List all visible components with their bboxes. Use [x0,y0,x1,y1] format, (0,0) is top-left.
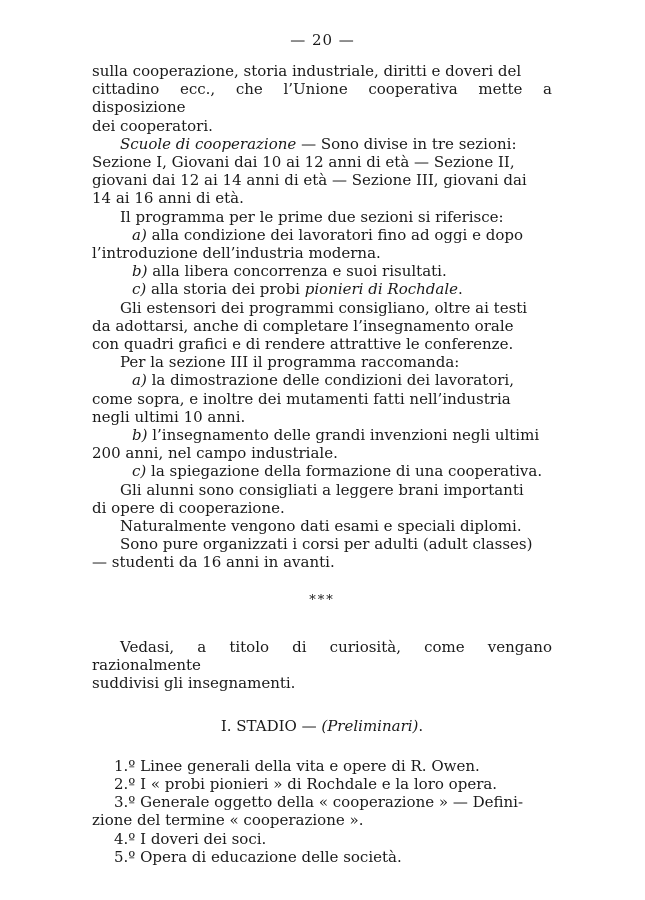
text-line: — studenti da 16 anni in avanti. [92,553,335,572]
item-letter: c) [132,280,147,299]
esami-paragraph: Naturalmente vengono dati esami e speciali diplomi. [120,517,522,536]
text-line: la dimostrazione delle condizioni dei lavoratori, [146,371,514,390]
text-line: con quadri grafici e di rendere attrattive le conferenze. [92,335,514,354]
item-letter: c) [132,462,147,481]
text-line: da adottarsi, anche di completare l’insegnamento orale [92,316,514,335]
item-letter: b) [132,426,148,445]
text-line: 200 anni, nel campo industriale. [92,444,338,463]
section-separator: *** [309,592,335,608]
list-item: 5.º Opera di educazione delle società. [114,847,402,866]
sezione3-item-a [92,371,552,426]
text-line: l’insegnamento delle grandi invenzioni negli ultimi [147,426,540,445]
page-body [92,62,552,866]
text-line: 14 ai 16 anni di età. [92,189,244,208]
text-line: Gli alunni sono consigliati a leggere brani importanti [120,480,524,499]
stadio-list [92,757,552,866]
text-line: Gli estensori dei programmi consigliano, oltre ai testi [120,298,528,317]
text-line: sulla cooperazione, storia industriale, diritti e doveri del [92,62,522,80]
intro-paragraph [92,62,552,135]
list-item: 4.º I doveri dei soci. [114,829,267,848]
page-number: — 20 — [290,31,355,49]
list-item: 1.º Linee generali della vita e opere di R. Owen. [114,756,480,775]
item-letter: a) [132,371,147,390]
vedasi-paragraph [92,638,552,693]
punctuation: . [418,716,424,735]
scuole-heading: Scuole di cooperazione [120,134,297,153]
estensori-paragraph [92,299,552,354]
text-line: dei cooperatori. [92,116,213,135]
sezione3-item-c [92,462,552,480]
stadio-italic: (Preliminari) [321,716,419,735]
text-line: cittadino ecc., che l’Unione cooperativa mette a disposizione [92,80,552,117]
programma-item-a [92,226,552,262]
text-line: suddivisi gli insegnamenti. [92,674,296,693]
text-line: Sono pure organizzati i corsi per adulti (adult classes) [120,535,533,554]
adulti-paragraph [92,535,552,571]
text-line: la spiegazione della formazione di una cooperativa. [146,462,543,481]
programma-item-b [92,262,552,280]
text-line: negli ultimi 10 anni. [92,407,246,426]
programma-intro: Il programma per le prime due sezioni si riferisce: [120,207,504,226]
text-line: alla libera concorrenza e suoi risultati. [147,262,447,281]
text-line: Vedasi, a titolo di curiosità, come vengano razionalmente [92,637,552,675]
sezione3-intro: Per la sezione III il programma raccomanda: [120,353,460,372]
list-item: 2.º I « probi pionieri » di Rochdale e la loro opera. [114,774,498,793]
stadio-label: I. STADIO — [220,716,322,735]
text-line: di opere di cooperazione. [92,498,285,517]
text-line: alla condizione dei lavoratori fino ad oggi e dopo [146,225,524,244]
list-item: 3.º Generale oggetto della « cooperazione » — Defini- [114,793,524,812]
text-line: alla storia dei probi [146,280,305,299]
item-letter: b) [132,262,148,281]
programma-item-c [92,280,552,298]
alunni-paragraph [92,481,552,517]
stadio-heading [92,717,552,735]
text-line: Sezione I, Giovani dai 10 ai 12 anni di età — Sezione II, [92,153,515,172]
item-letter: a) [132,225,147,244]
sezione3-item-b [92,426,552,462]
text-line: l’introduzione dell’industria moderna. [92,244,381,263]
punctuation: . [458,280,463,299]
rochdale-italic: pionieri di Rochdale [304,280,459,299]
list-item-continuation: zione del termine « cooperazione ». [92,811,364,830]
text-line: come sopra, e inoltre dei mutamenti fatti nell’industria [92,389,511,408]
scuole-paragraph [92,135,552,208]
text-line: — Sono divise in tre sezioni: [296,134,517,153]
text-line: giovani dai 12 ai 14 anni di età — Sezione III, giovani dai [92,171,527,190]
